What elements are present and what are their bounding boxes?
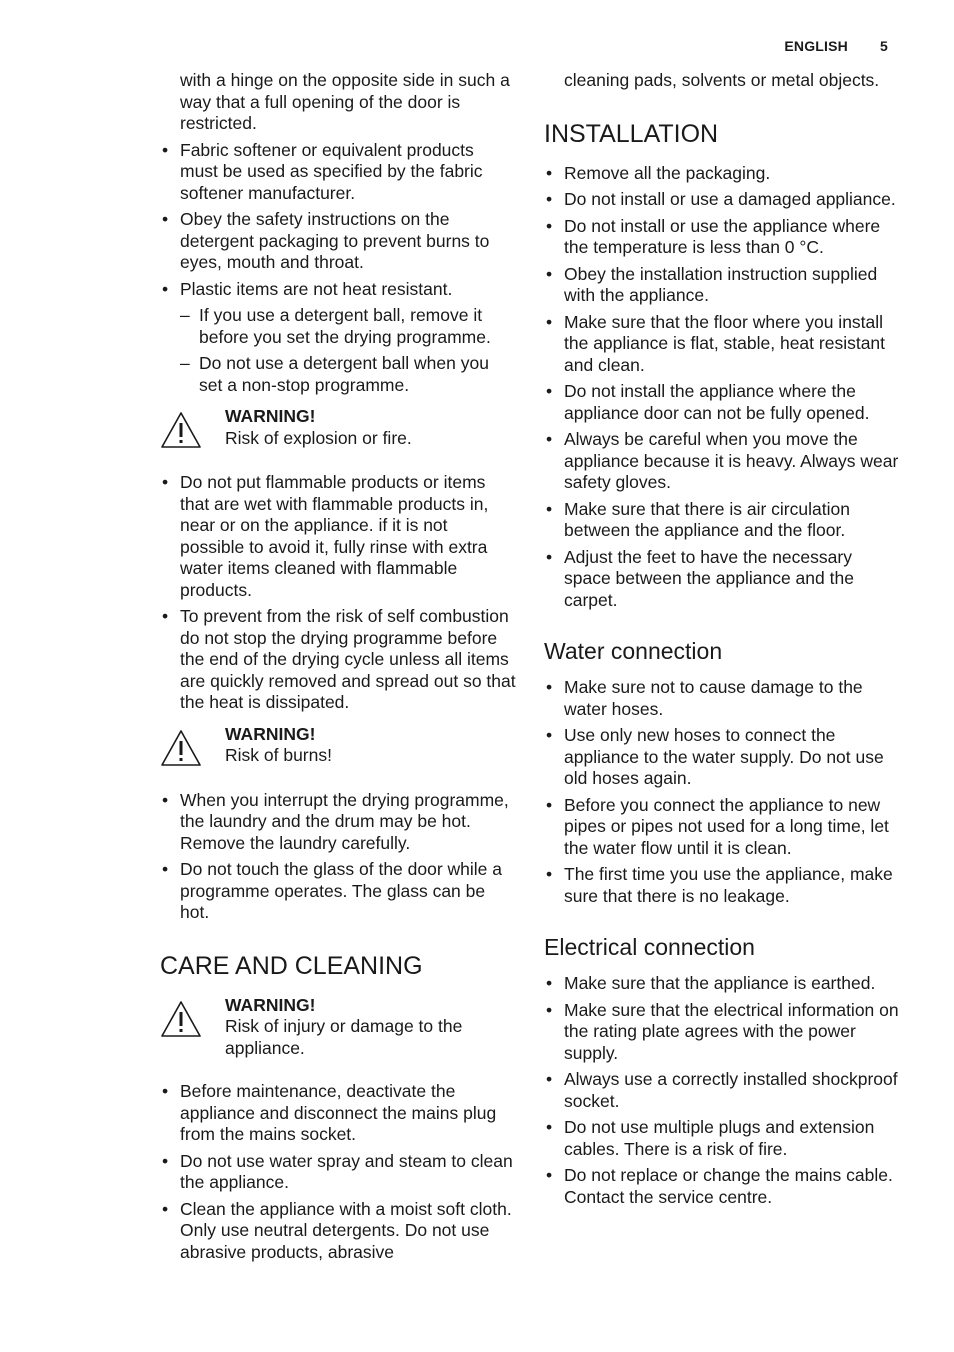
list-item: • Do not replace or change the mains cable. Contact the service centre. [544, 1165, 900, 1208]
right-column [544, 70, 900, 1213]
list-item [160, 279, 516, 397]
electrical-list [544, 973, 900, 1208]
list-item: • Remove all the packaging. [544, 163, 900, 185]
list-item: • Do not use water spray and steam to clean the appliance. [160, 1151, 516, 1194]
list-item: • Always use a correctly installed shockproof socket. [544, 1069, 900, 1112]
installation-list [544, 163, 900, 612]
page-number: 5 [880, 38, 888, 54]
safety-list [160, 140, 516, 397]
list-item: • Do not touch the glass of the door while a programme operates. The glass can be hot. [160, 859, 516, 924]
list-item: • Do not install or use a damaged appliance. [544, 189, 900, 211]
list-item: • Make sure not to cause damage to the water hoses. [544, 677, 900, 720]
list-item: • Fabric softener or equivalent products must be used as specified by the fabric softener manufacturer. [160, 140, 516, 205]
warning-triangle-icon [160, 410, 202, 450]
list-item: • Do not put flammable products or items that are wet with flammable products in, near or on the appliance. if it is not possible to avoid it, fully rinse with extra water items cleaned with flammable products. [160, 472, 516, 601]
list-item: • Before you connect the appliance to new pipes or pipes not used for a long time, let the water flow until it is clean. [544, 795, 900, 860]
list-item: • Use only new hoses to connect the appliance to the water supply. Do not use old hoses again. [544, 725, 900, 790]
warning-text: Risk of burns! [225, 745, 332, 765]
list-item: • When you interrupt the drying programme, the laundry and the drum may be hot. Remove the laundry carefully. [160, 790, 516, 855]
warning-title: WARNING! [225, 723, 316, 744]
list-item-text: Plastic items are not heat resistant. [180, 278, 453, 299]
list-item: • Clean the appliance with a moist soft cloth. Only use neutral detergents. Do not use abrasive products, abrasive [160, 1199, 516, 1264]
warning-title: WARNING! [225, 994, 316, 1015]
list-item: • Adjust the feet to have the necessary space between the appliance and the carpet. [544, 547, 900, 612]
warning-triangle-icon [160, 999, 202, 1039]
continued-list-item: with a hinge on the opposite side in such a way that a full opening of the door is restricted. [180, 70, 510, 133]
warning-content [225, 995, 516, 1060]
safety-list [160, 790, 516, 924]
warning-block [160, 995, 516, 1060]
warning-text: Risk of injury or damage to the appliance. [225, 1016, 463, 1058]
list-item: • Before maintenance, deactivate the appliance and disconnect the mains plug from the mains socket. [160, 1081, 516, 1146]
list-item: • Do not use multiple plugs and extension cables. There is a risk of fire. [544, 1117, 900, 1160]
list-item: • To prevent from the risk of self combustion do not stop the drying programme before the end of the drying cycle unless all items are quickly removed and spread out so that the heat is dissipated. [160, 606, 516, 714]
section-heading-care: CARE AND CLEANING [160, 951, 423, 980]
continued-list-item: cleaning pads, solvents or metal objects. [564, 70, 880, 90]
warning-content [225, 724, 332, 767]
list-item: • Make sure that there is air circulation between the appliance and the floor. [544, 499, 900, 542]
section-heading-installation: INSTALLATION [544, 119, 719, 148]
language-label: ENGLISH [784, 38, 848, 54]
subsection-heading-electrical: Electrical connection [544, 934, 755, 960]
warning-title: WARNING! [225, 406, 316, 426]
page-header [784, 38, 888, 54]
list-item: • Make sure that the electrical information on the rating plate agrees with the power supply. [544, 1000, 900, 1065]
warning-text: Risk of explosion or fire. [225, 427, 412, 448]
water-list [544, 677, 900, 907]
list-item: • Obey the installation instruction supplied with the appliance. [544, 264, 900, 307]
list-item: • Make sure that the appliance is earthed. [544, 973, 900, 995]
care-list [160, 1081, 516, 1263]
safety-list [160, 472, 516, 714]
warning-block [160, 724, 516, 768]
list-item: • Always be careful when you move the appliance because it is heavy. Always wear safety gloves. [544, 429, 900, 494]
sub-list-item: – Do not use a detergent ball when you set a non-stop programme. [180, 353, 516, 396]
warning-content [225, 406, 412, 449]
left-column [160, 70, 516, 1268]
subsection-heading-water: Water connection [544, 638, 723, 664]
sub-list-item: – If you use a detergent ball, remove it before you set the drying programme. [180, 305, 516, 348]
list-item: • Obey the safety instructions on the detergent packaging to prevent burns to eyes, mouth and throat. [160, 209, 516, 274]
warning-block [160, 406, 516, 450]
warning-triangle-icon [160, 728, 202, 768]
sub-list [180, 305, 516, 396]
list-item: • Do not install or use the appliance where the temperature is less than 0 °C. [544, 216, 900, 259]
list-item: • Do not install the appliance where the appliance door can not be fully opened. [544, 381, 900, 424]
list-item: • The first time you use the appliance, make sure that there is no leakage. [544, 864, 900, 907]
list-item: • Make sure that the floor where you install the appliance is flat, stable, heat resistant and clean. [544, 312, 900, 377]
